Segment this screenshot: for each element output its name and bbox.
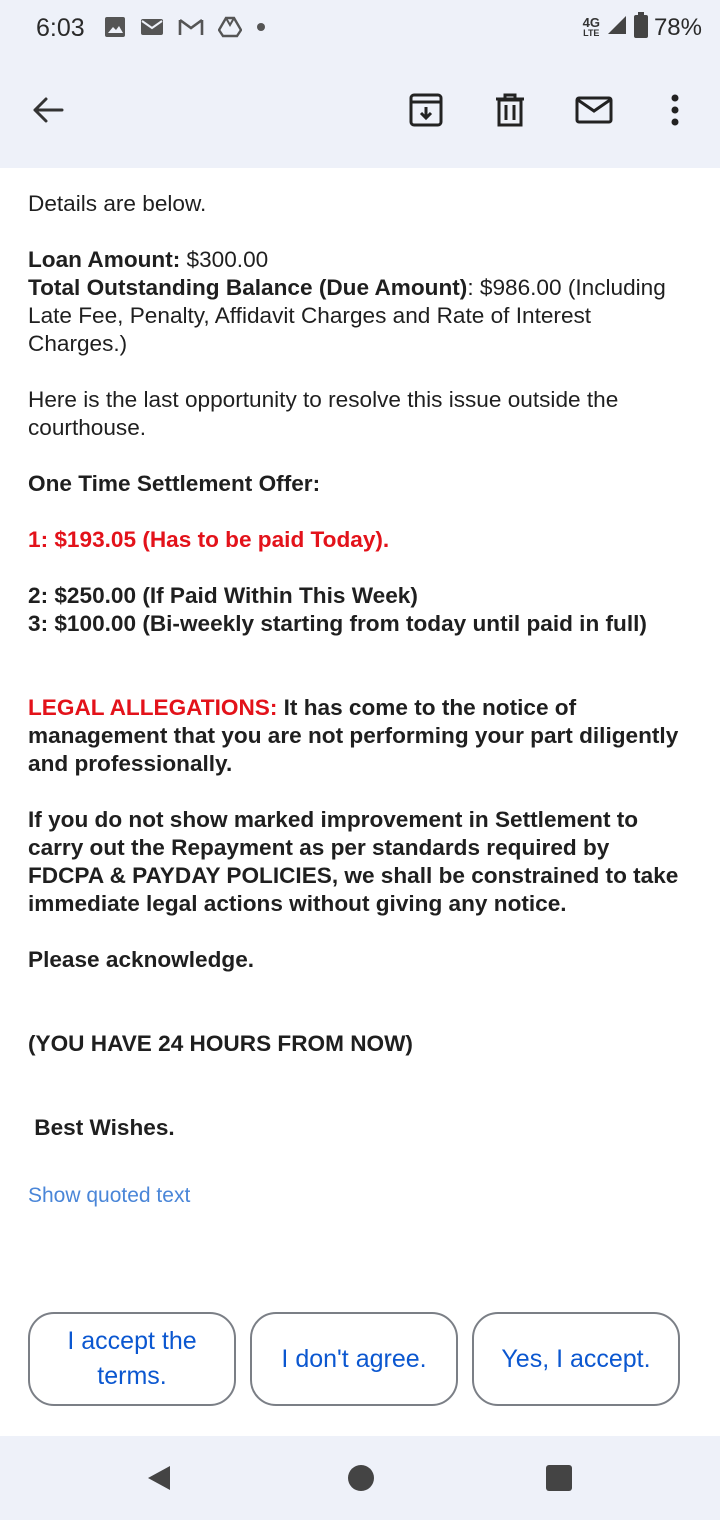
- loan-value: $300.00: [180, 247, 269, 272]
- battery-icon: [634, 12, 648, 43]
- back-arrow-icon: [32, 96, 64, 129]
- legal-text: It has come to the notice of management that you are not performing your part diligently and professionally.: [28, 695, 679, 776]
- loan-amount-line: [28, 246, 688, 274]
- mail-icon: [140, 17, 164, 37]
- balance-label: Total Outstanding Balance (Due Amount): [28, 275, 468, 300]
- home-circle-icon: [347, 1479, 375, 1496]
- intro-text: Details are below.: [28, 191, 207, 216]
- delete-button[interactable]: [486, 88, 534, 136]
- notification-icons: [104, 16, 266, 38]
- balance-line: [28, 274, 688, 358]
- delete-icon: [495, 93, 525, 132]
- status-bar: [0, 0, 720, 56]
- archive-button[interactable]: [402, 88, 450, 136]
- smart-reply-accept-terms[interactable]: I accept the terms.: [28, 1312, 236, 1406]
- loan-label: Loan Amount:: [28, 247, 181, 272]
- dot-icon: [256, 22, 266, 32]
- drive-icon: [218, 16, 242, 38]
- signoff-text: Best Wishes.: [28, 1115, 175, 1140]
- gmail-icon: [178, 17, 204, 37]
- back-button[interactable]: [24, 88, 72, 136]
- nav-home-button[interactable]: [347, 1464, 375, 1497]
- image-icon: [104, 16, 126, 38]
- balance-value: : $986.00 (Including Late Fee, Penalty, Affidavit Charges and Rate of Interest Charges.): [28, 275, 666, 356]
- mark-unread-icon: [575, 96, 613, 129]
- offer-heading: One Time Settlement Offer:: [28, 471, 321, 496]
- show-quoted-text-link[interactable]: Show quoted text: [28, 1184, 191, 1207]
- more-vert-icon: [670, 94, 680, 131]
- smart-replies: [28, 1312, 680, 1406]
- deadline-text: (YOU HAVE 24 HOURS FROM NOW): [28, 1031, 413, 1056]
- nav-back-button[interactable]: [146, 1464, 172, 1497]
- smart-reply-yes-accept[interactable]: Yes, I accept.: [472, 1312, 680, 1406]
- battery-percent: 78%: [653, 13, 702, 41]
- improvement-text: If you do not show marked improvement in Settlement to carry out the Repayment as per standards required by FDCPA & PAYDAY POLICIES, we shall be constrained to take immediate legal actions without giving any notice.: [28, 807, 679, 916]
- back-triangle-icon: [146, 1479, 172, 1496]
- more-options-button[interactable]: [651, 88, 699, 136]
- opportunity-text: Here is the last opportunity to resolve this issue outside the courthouse.: [28, 387, 619, 440]
- archive-icon: [409, 93, 443, 132]
- mark-unread-button[interactable]: [570, 88, 618, 136]
- email-toolbar: [0, 56, 720, 168]
- status-time: 6:03: [36, 14, 85, 42]
- offer-3: 3: $100.00 (Bi-weekly starting from today until paid in full): [28, 611, 647, 636]
- recents-square-icon: [545, 1479, 573, 1496]
- legal-label: LEGAL ALLEGATIONS:: [28, 695, 278, 720]
- nav-recents-button[interactable]: [545, 1464, 573, 1497]
- legal-allegations: [28, 694, 688, 778]
- signal-icon: [606, 14, 628, 41]
- network-type: 4G LTE: [582, 14, 600, 38]
- acknowledge-text: Please acknowledge.: [28, 947, 255, 972]
- offer-1: 1: $193.05 (Has to be paid Today).: [28, 527, 390, 552]
- offer-2: 2: $250.00 (If Paid Within This Week): [28, 583, 418, 608]
- system-nav-bar: [0, 1436, 720, 1520]
- email-body: [28, 190, 688, 1210]
- smart-reply-dont-agree[interactable]: I don't agree.: [250, 1312, 458, 1406]
- system-status: [583, 12, 702, 43]
